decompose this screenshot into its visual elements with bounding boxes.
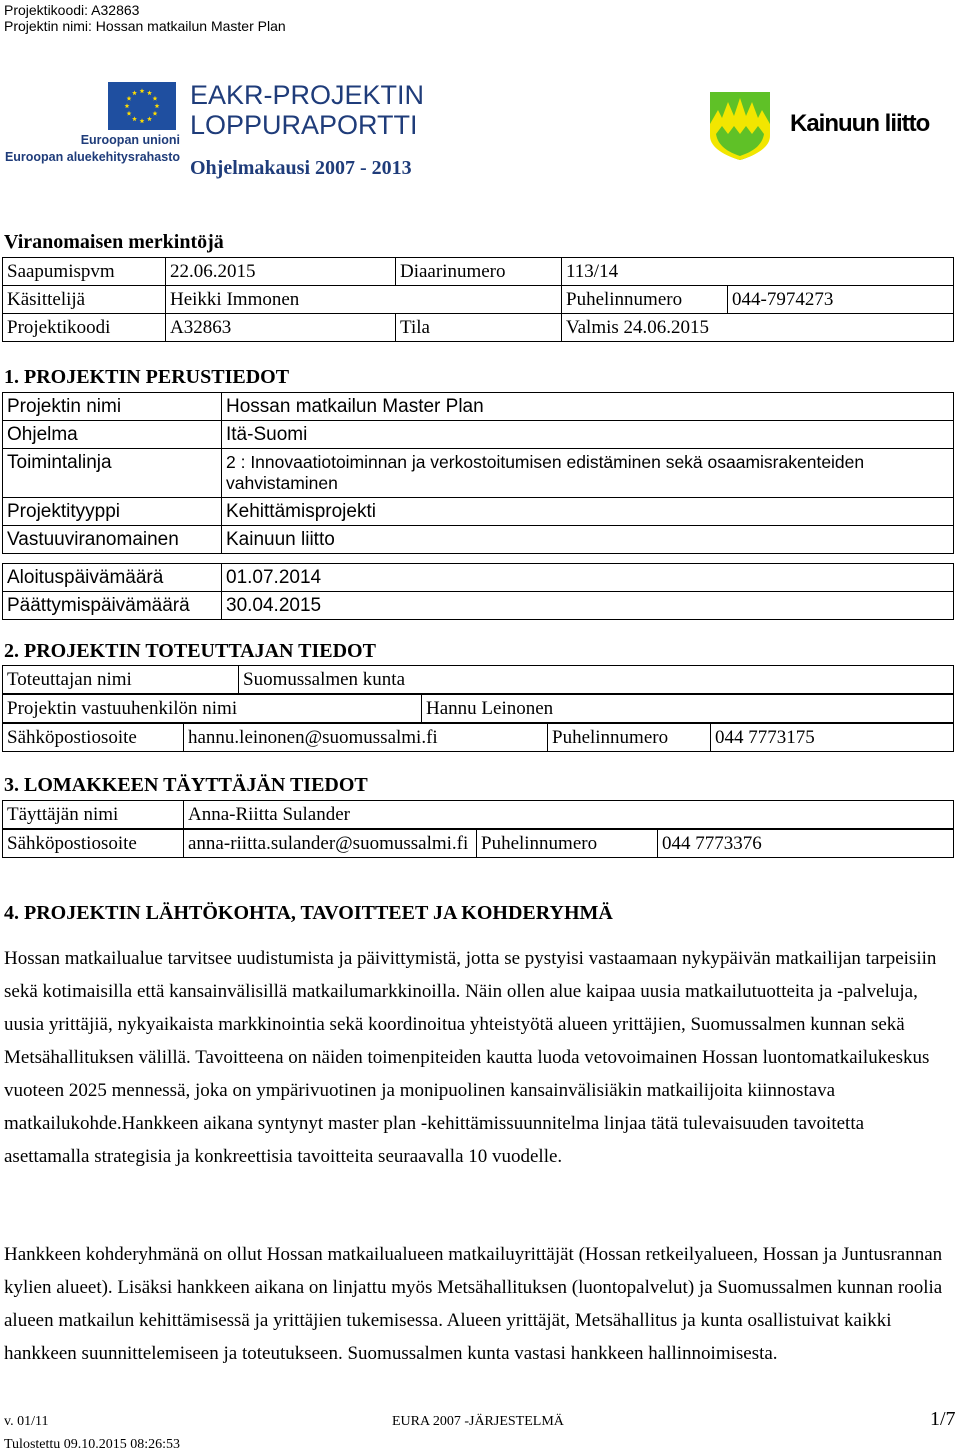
footer-printed: Tulostettu 09.10.2015 08:26:53	[4, 1437, 181, 1452]
eu-star	[127, 96, 132, 101]
filler-name-label: Täyttäjän nimi	[3, 801, 184, 829]
received-value: 22.06.2015	[166, 258, 396, 286]
implementer-email-value: hannu.leinonen@suomussalmi.fi	[184, 724, 548, 752]
end-date-value: 30.04.2015	[222, 592, 954, 620]
received-label: Saapumispvm	[3, 258, 166, 286]
eu-star	[153, 111, 158, 116]
status-value: Valmis 24.06.2015	[562, 314, 954, 342]
filler-name-value: Anna-Riitta Sulander	[184, 801, 954, 829]
report-title-line1: EAKR-PROJEKTIN	[190, 80, 425, 110]
eu-caption	[2, 132, 180, 166]
implementer-value: Suomussalmen kunta	[239, 666, 954, 694]
start-date-label: Aloituspäivämäärä	[3, 564, 222, 592]
section2-heading: 2. PROJEKTIN TOTEUTTAJAN TIEDOT	[4, 640, 376, 662]
header-project-name: Projektin nimi: Hossan matkailun Master Plan	[4, 18, 286, 34]
section1-heading: 1. PROJEKTIN PERUSTIEDOT	[4, 366, 290, 388]
implementer-phone-value: 044 7773175	[711, 724, 954, 752]
implementer-name-table	[2, 665, 954, 694]
authority-table	[2, 257, 954, 342]
phone-label: Puhelinnumero	[562, 286, 728, 314]
program-value: Itä-Suomi	[222, 421, 954, 449]
handler-label: Käsittelijä	[3, 286, 166, 314]
section3-heading: 3. LOMAKKEEN TÄYTTÄJÄN TIEDOT	[4, 774, 368, 796]
eu-caption-line1: Euroopan unioni	[80, 133, 180, 147]
eu-star	[127, 111, 132, 116]
eu-star	[132, 90, 137, 95]
phone-value: 044-7974273	[728, 286, 954, 314]
eu-star	[140, 88, 145, 93]
basic-info-table	[2, 392, 954, 554]
responsible-person-label: Projektin vastuuhenkilön nimi	[3, 695, 422, 723]
dates-table	[2, 563, 954, 620]
footer-system: EURA 2007 -JÄRJESTELMÄ	[392, 1414, 564, 1429]
eu-star	[132, 116, 137, 121]
end-date-label: Päättymispäivämäärä	[3, 592, 222, 620]
implementer-phone-label: Puhelinnumero	[548, 724, 711, 752]
record-label: Diaarinumero	[396, 258, 562, 286]
target-group-paragraph: Hankkeen kohderyhmänä on ollut Hossan matkailualueen matkailuyrittäjät (Hossan retkeilyalueen, Hossan ja Juntusrannan kylien alueet). Lisäksi hankkeen aikana on linjattu myös Metsähallituksen (luontopalvelut) ja Suomussalmen kunnan roolia alueen matkailun kehittämisessä ja yrittäjien tukemisessa. Alueen yrittäjät, Metsähallitus ja kunta osallistuivat kaikki hankkeen suunnittelemiseen ja toteutukseen. Suomussalmen kunta vastasi hankkeen hallinnoimisesta.	[4, 1244, 943, 1364]
footer-page-number: 1/7	[930, 1408, 956, 1430]
code-value: A32863	[166, 314, 396, 342]
handler-value: Heikki Immonen	[166, 286, 562, 314]
filler-name-table	[2, 800, 954, 829]
filler-phone-value: 044 7773376	[658, 830, 954, 858]
priority-value: 2 : Innovaatiotoiminnan ja verkostoitumisen edistäminen sekä osaamisrakenteiden vahvistaminen	[222, 449, 954, 498]
project-type-label: Projektityyppi	[3, 498, 222, 526]
eu-star	[140, 118, 145, 123]
authority-value: Kainuun liitto	[222, 526, 954, 554]
background-paragraph: Hossan matkailualue tarvitsee uudistumista ja päivittymistä, jotta se pystyisi vastaamaan nykypäivän matkailijan tarpeisiin sekä kotimaisilla että kansainvälisillä matkailumarkkinoilla. Näin ollen alue kaipaa uusia matkailutuotteita ja -palveluja, uusia yrittäjiä, nykyaikaista markkinointia sekä koordinoitua yhteistyötä alueen yrittäjien, Suomussalmen kunnan sekä Metsähallituksen välillä. Tavoitteena on näiden toimenpiteiden kautta luoda vetovoimainen Hossan luontomatkailukeskus vuoteen 2025 mennessä, joka on ympärivuotinen ja monipuolinen kansainvälisiäkin matkailijoita kiinnostava matkailukohde.Hankkeen aikana syntynyt master plan -kehittämissuunnitelma linjaa tätä tulevaisuuden tavoitetta asettamalla strategisia ja konkreettisia tavoitteita seuraavalla 10 vuodelle.	[4, 948, 937, 1167]
eu-star	[125, 103, 130, 108]
status-label: Tila	[396, 314, 562, 342]
project-type-value: Kehittämisprojekti	[222, 498, 954, 526]
filler-phone-label: Puhelinnumero	[477, 830, 658, 858]
eu-flag-icon	[108, 82, 176, 130]
program-label: Ohjelma	[3, 421, 222, 449]
filler-contact-table	[2, 829, 954, 858]
responsible-person-table	[2, 694, 954, 723]
eu-star	[147, 116, 152, 121]
footer-version: v. 01/11	[4, 1414, 49, 1429]
header-project-code: Projektikoodi: A32863	[4, 2, 140, 18]
authority-label: Vastuuviranomainen	[3, 526, 222, 554]
priority-label: Toimintalinja	[3, 449, 222, 498]
kainuu-shield-icon	[708, 90, 772, 162]
implementer-label: Toteuttajan nimi	[3, 666, 239, 694]
filler-email-label: Sähköpostiosoite	[3, 830, 184, 858]
implementer-email-label: Sähköpostiosoite	[3, 724, 184, 752]
code-label: Projektikoodi	[3, 314, 166, 342]
start-date-value: 01.07.2014	[222, 564, 954, 592]
implementer-contact-table	[2, 723, 954, 752]
responsible-person-value: Hannu Leinonen	[422, 695, 954, 723]
report-title	[190, 80, 424, 140]
eu-caption-line2: Euroopan aluekehitysrahasto	[4, 150, 180, 164]
record-value: 113/14	[562, 258, 954, 286]
eu-star	[155, 103, 160, 108]
eu-star	[147, 90, 152, 95]
section4-heading: 4. PROJEKTIN LÄHTÖKOHTA, TAVOITTEET JA KOHDERYHMÄ	[4, 902, 613, 924]
report-title-line2: LOPPURAPORTTI	[190, 110, 418, 140]
project-name-value: Hossan matkailun Master Plan	[222, 393, 954, 421]
filler-email-value: anna-riitta.sulander@suomussalmi.fi	[184, 830, 477, 858]
eu-star	[153, 96, 158, 101]
authority-heading: Viranomaisen merkintöjä	[4, 231, 224, 253]
program-period: Ohjelmakausi 2007 - 2013	[190, 157, 412, 179]
kainuu-logo-text: Kainuun liitto	[790, 110, 930, 137]
project-name-label: Projektin nimi	[3, 393, 222, 421]
